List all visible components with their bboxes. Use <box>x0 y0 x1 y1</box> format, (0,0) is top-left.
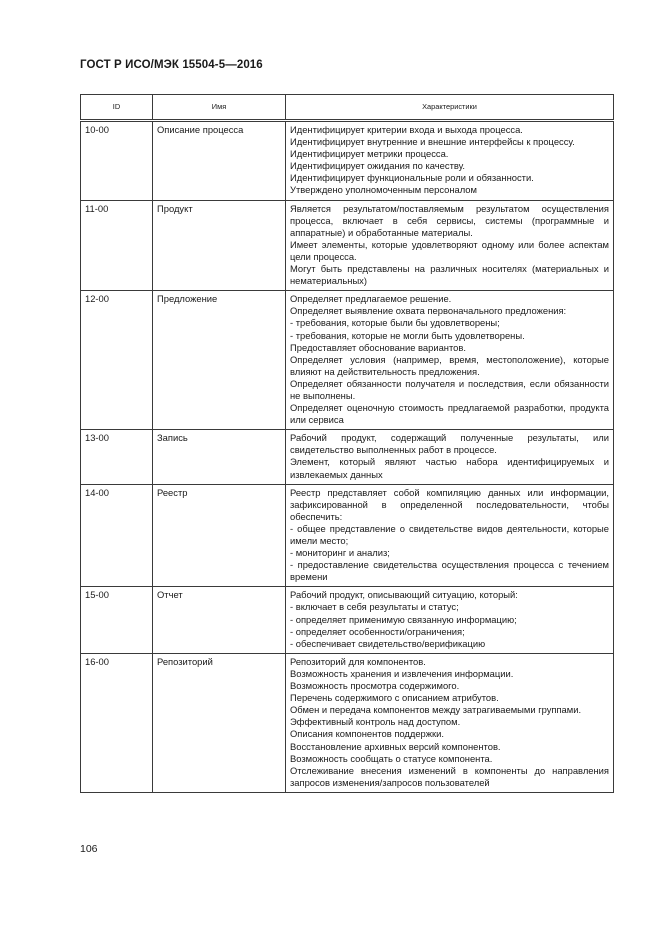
characteristic-line: Идентифицирует внутренние и внешние интерфейсы к процессу. <box>290 136 575 148</box>
table-row <box>81 121 614 201</box>
characteristic-line: Возможность сообщать о статусе компонента. <box>290 752 493 764</box>
characteristic-line: Рабочий продукт, описывающий ситуацию, который: <box>290 589 518 601</box>
row-characteristics <box>286 484 614 587</box>
table-row <box>81 200 614 291</box>
table-row <box>81 484 614 587</box>
row-characteristics <box>286 587 614 653</box>
characteristic-line: Предоставляет обоснование вариантов. <box>290 341 466 353</box>
characteristic-line: Определяет выявление охвата первоначального предложения: <box>290 305 567 317</box>
table-row <box>81 653 614 792</box>
characteristic-line: Возможность просмотра содержимого. <box>290 680 460 692</box>
characteristic-line: - обеспечивает свидетельство/верификацию <box>290 637 486 649</box>
characteristic-line: Определяет предлагаемое решение. <box>290 293 452 305</box>
row-name: Продукт <box>153 200 286 291</box>
characteristic-line: - требования, которые были бы удовлетворены; <box>290 317 500 329</box>
row-characteristics <box>286 430 614 484</box>
row-id: 12-00 <box>81 291 153 430</box>
document-header: ГОСТ Р ИСО/МЭК 15504-5—2016 <box>80 59 263 71</box>
row-id: 10-00 <box>81 121 153 201</box>
characteristic-line: Рабочий продукт, содержащий полученные результаты, или свидетельство выполненных работ в процессе. <box>290 432 609 456</box>
page-number: 106 <box>80 843 98 855</box>
characteristic-line: Репозиторий для компонентов. <box>290 655 426 667</box>
characteristic-line: Утверждено уполномоченным персоналом <box>290 184 477 196</box>
row-name: Отчет <box>153 587 286 653</box>
characteristic-line: Определяет оценочную стоимость предлагаемой разработки, продукта или сервиса <box>290 402 609 426</box>
row-name: Запись <box>153 430 286 484</box>
characteristic-line: Идентифицирует метрики процесса. <box>290 148 449 160</box>
characteristic-line: - требования, которые не могли быть удовлетворены. <box>290 329 525 341</box>
table-header-row <box>81 95 614 121</box>
characteristic-line: Эффективный контроль над доступом. <box>290 716 461 728</box>
characteristic-line: Определяет обязанности получателя и последствия, если обязанности не выполнены. <box>290 377 609 401</box>
characteristic-line: - мониторинг и анализ; <box>290 547 390 559</box>
row-id: 13-00 <box>81 430 153 484</box>
characteristic-line: Реестр представляет собой компиляцию данных или информации, зафиксированной в определенной последовательности, чтобы обеспечить: <box>290 486 609 522</box>
characteristics-table <box>80 94 614 793</box>
characteristic-line: Перечень содержимого с описанием атрибутов. <box>290 692 499 704</box>
characteristic-line: - общее представление о свидетельстве видов деятельности, которые имели место; <box>290 522 609 546</box>
table-row <box>81 587 614 653</box>
characteristic-line: Восстановление архивных версий компонентов. <box>290 740 501 752</box>
row-characteristics <box>286 291 614 430</box>
row-characteristics <box>286 200 614 291</box>
characteristic-line: Описания компонентов поддержки. <box>290 728 444 740</box>
column-header-name: Имя <box>153 95 286 121</box>
row-name: Описание процесса <box>153 121 286 201</box>
characteristic-line: Отслеживание внесения изменений в компоненты до направления запросов изменения/запросов пользователей <box>290 764 609 788</box>
characteristic-line: - предоставление свидетельства осуществления процесса с течением времени <box>290 559 609 583</box>
row-name: Репозиторий <box>153 653 286 792</box>
characteristic-line: - определяет особенности/ограничения; <box>290 625 465 637</box>
column-header-characteristics: Характеристики <box>286 95 614 121</box>
row-name: Предложение <box>153 291 286 430</box>
table-row <box>81 291 614 430</box>
table-row <box>81 430 614 484</box>
characteristic-line: Является результатом/поставляемым результатом осуществления процесса, включает в себя сервисы, системы (программные и аппаратные) и обработанные материалы. <box>290 202 609 238</box>
row-id: 16-00 <box>81 653 153 792</box>
characteristic-line: Могут быть представлены на различных носителях (материальных и нематериальных) <box>290 263 609 287</box>
characteristic-line: Идентифицирует критерии входа и выхода процесса. <box>290 124 523 135</box>
characteristic-line: Идентифицирует ожидания по качеству. <box>290 160 465 172</box>
characteristic-line: Определяет условия (например, время, местоположение), которые влияют на действительность предложения. <box>290 353 609 377</box>
row-id: 11-00 <box>81 200 153 291</box>
characteristic-line: Элемент, который являют частью набора идентифицируемых и извлекаемых данных <box>290 456 609 480</box>
table-body <box>81 121 614 793</box>
characteristic-line: - определяет применимую связанную информацию; <box>290 613 517 625</box>
characteristic-line: Имеет элементы, которые удовлетворяют одному или более аспектам цели процесса. <box>290 238 609 262</box>
characteristic-line: Обмен и передача компонентов между затрагиваемыми группами. <box>290 704 582 716</box>
row-name: Реестр <box>153 484 286 587</box>
row-id: 14-00 <box>81 484 153 587</box>
row-characteristics <box>286 121 614 201</box>
row-id: 15-00 <box>81 587 153 653</box>
characteristic-line: Возможность хранения и извлечения информации. <box>290 667 514 679</box>
row-characteristics <box>286 653 614 792</box>
characteristic-line: - включает в себя результаты и статус; <box>290 601 459 613</box>
characteristic-line: Идентифицирует функциональные роли и обязанности. <box>290 172 534 184</box>
column-header-id: ID <box>81 95 153 121</box>
